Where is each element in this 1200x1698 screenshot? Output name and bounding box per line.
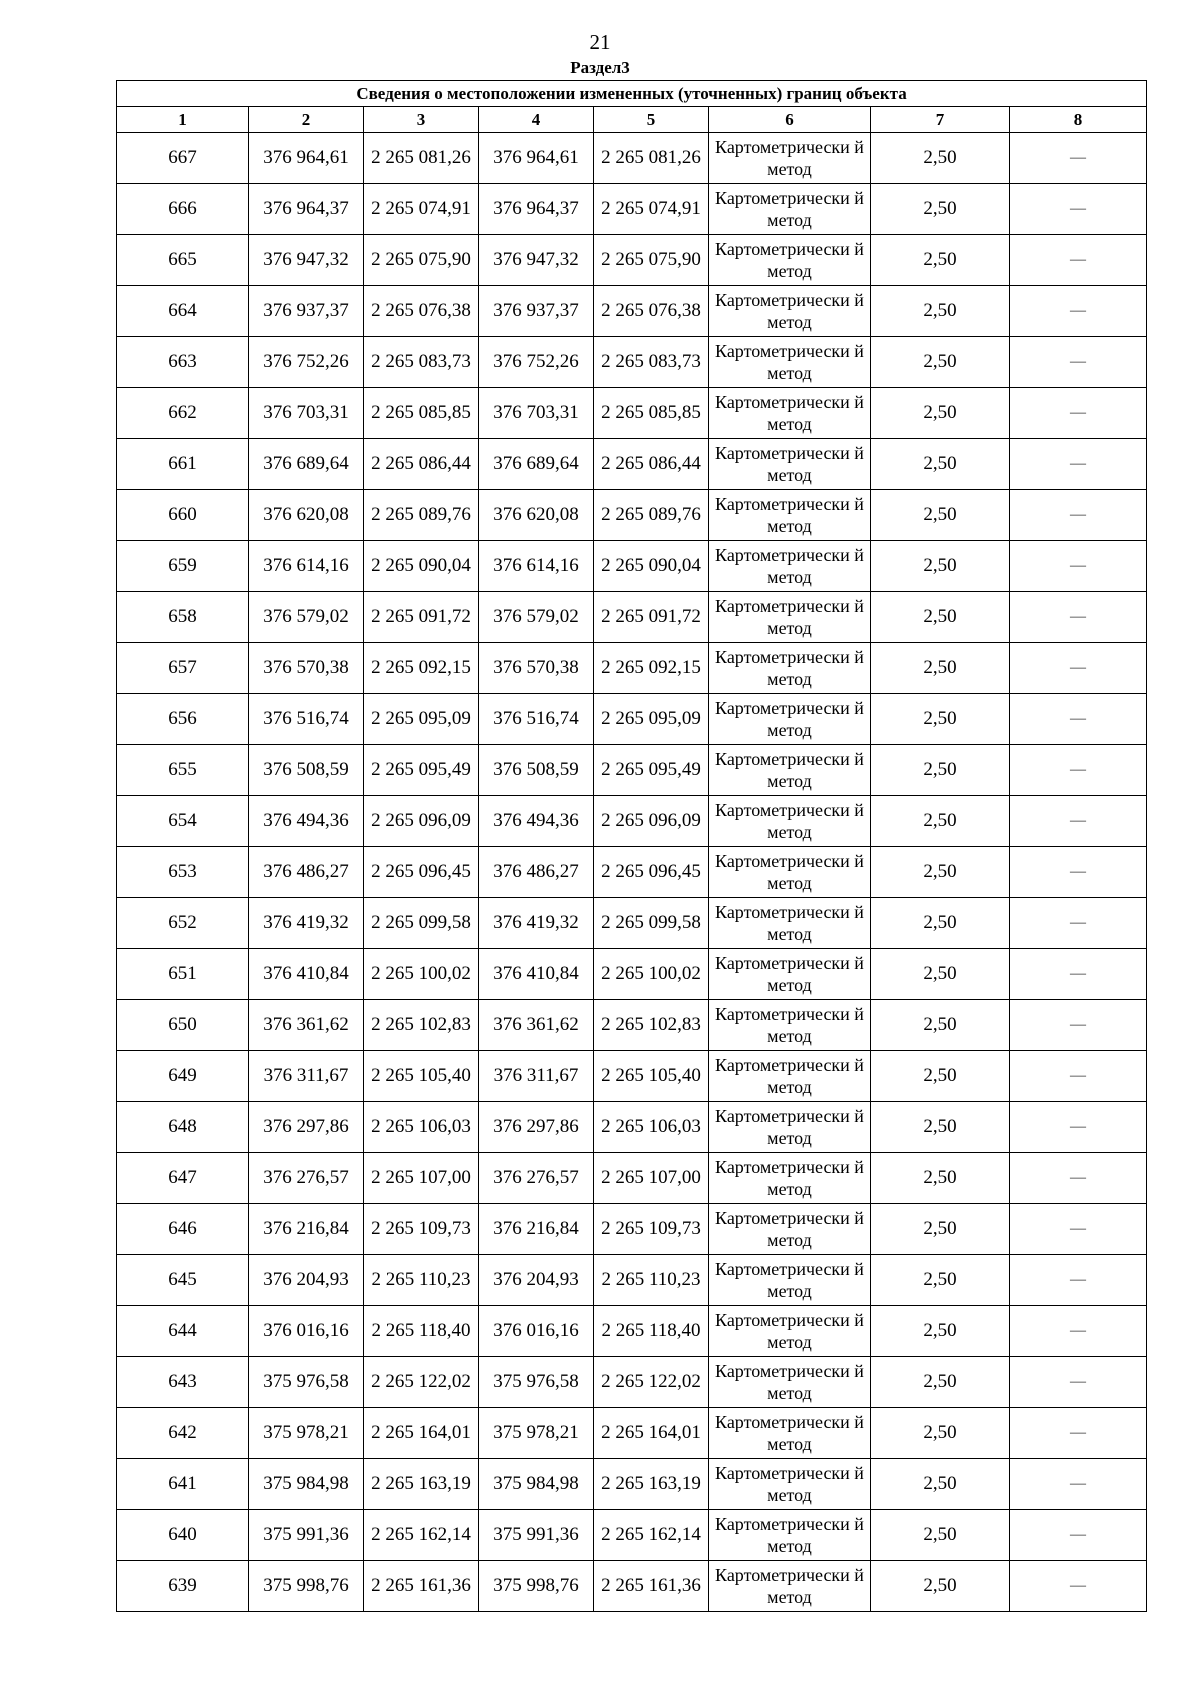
description-cell: — <box>1010 133 1147 184</box>
y-existing-cell: 2 265 118,40 <box>364 1306 479 1357</box>
method-cell: Картометрически й метод <box>709 184 871 235</box>
method-cell: Картометрически й метод <box>709 286 871 337</box>
method-cell: Картометрически й метод <box>709 490 871 541</box>
x-existing-cell: 376 419,32 <box>249 898 364 949</box>
column-number-row <box>117 107 1147 133</box>
description-cell: — <box>1010 541 1147 592</box>
y-existing-cell: 2 265 100,02 <box>364 949 479 1000</box>
column-number: 3 <box>364 107 479 133</box>
column-number: 6 <box>709 107 871 133</box>
x-new-cell: 375 984,98 <box>479 1459 594 1510</box>
method-cell: Картометрически й метод <box>709 1408 871 1459</box>
accuracy-cell: 2,50 <box>871 184 1010 235</box>
table-row <box>117 694 1147 745</box>
x-existing-cell: 375 978,21 <box>249 1408 364 1459</box>
x-new-cell: 376 689,64 <box>479 439 594 490</box>
x-existing-cell: 376 614,16 <box>249 541 364 592</box>
point-number-cell: 656 <box>117 694 249 745</box>
point-number-cell: 662 <box>117 388 249 439</box>
accuracy-cell: 2,50 <box>871 1357 1010 1408</box>
description-cell: — <box>1010 337 1147 388</box>
x-new-cell: 376 937,37 <box>479 286 594 337</box>
y-existing-cell: 2 265 090,04 <box>364 541 479 592</box>
description-cell: — <box>1010 1459 1147 1510</box>
description-cell: — <box>1010 439 1147 490</box>
table-row <box>117 235 1147 286</box>
method-cell: Картометрически й метод <box>709 796 871 847</box>
x-existing-cell: 376 494,36 <box>249 796 364 847</box>
x-new-cell: 376 947,32 <box>479 235 594 286</box>
y-existing-cell: 2 265 110,23 <box>364 1255 479 1306</box>
point-number-cell: 647 <box>117 1153 249 1204</box>
x-new-cell: 376 016,16 <box>479 1306 594 1357</box>
y-existing-cell: 2 265 096,45 <box>364 847 479 898</box>
table-row <box>117 1000 1147 1051</box>
x-existing-cell: 376 947,32 <box>249 235 364 286</box>
x-existing-cell: 376 752,26 <box>249 337 364 388</box>
point-number-cell: 655 <box>117 745 249 796</box>
point-number-cell: 657 <box>117 643 249 694</box>
x-existing-cell: 376 410,84 <box>249 949 364 1000</box>
point-number-cell: 667 <box>117 133 249 184</box>
y-new-cell: 2 265 099,58 <box>594 898 709 949</box>
method-cell: Картометрически й метод <box>709 1510 871 1561</box>
x-new-cell: 376 752,26 <box>479 337 594 388</box>
x-new-cell: 376 516,74 <box>479 694 594 745</box>
y-existing-cell: 2 265 089,76 <box>364 490 479 541</box>
table-row <box>117 541 1147 592</box>
x-existing-cell: 376 216,84 <box>249 1204 364 1255</box>
point-number-cell: 641 <box>117 1459 249 1510</box>
x-new-cell: 375 991,36 <box>479 1510 594 1561</box>
point-number-cell: 659 <box>117 541 249 592</box>
point-number-cell: 644 <box>117 1306 249 1357</box>
accuracy-cell: 2,50 <box>871 1051 1010 1102</box>
method-cell: Картометрически й метод <box>709 592 871 643</box>
y-new-cell: 2 265 163,19 <box>594 1459 709 1510</box>
accuracy-cell: 2,50 <box>871 1204 1010 1255</box>
point-number-cell: 664 <box>117 286 249 337</box>
y-new-cell: 2 265 102,83 <box>594 1000 709 1051</box>
y-existing-cell: 2 265 081,26 <box>364 133 479 184</box>
method-cell: Картометрически й метод <box>709 1153 871 1204</box>
method-cell: Картометрически й метод <box>709 1204 871 1255</box>
y-new-cell: 2 265 085,85 <box>594 388 709 439</box>
point-number-cell: 653 <box>117 847 249 898</box>
x-existing-cell: 376 508,59 <box>249 745 364 796</box>
x-new-cell: 376 964,37 <box>479 184 594 235</box>
x-existing-cell: 376 276,57 <box>249 1153 364 1204</box>
y-existing-cell: 2 265 095,09 <box>364 694 479 745</box>
accuracy-cell: 2,50 <box>871 1000 1010 1051</box>
method-cell: Картометрически й метод <box>709 1255 871 1306</box>
description-cell: — <box>1010 847 1147 898</box>
y-new-cell: 2 265 074,91 <box>594 184 709 235</box>
method-cell: Картометрически й метод <box>709 388 871 439</box>
y-existing-cell: 2 265 096,09 <box>364 796 479 847</box>
y-new-cell: 2 265 107,00 <box>594 1153 709 1204</box>
method-cell: Картометрически й метод <box>709 1102 871 1153</box>
page-number: 21 <box>589 30 611 54</box>
accuracy-cell: 2,50 <box>871 1510 1010 1561</box>
coordinates-table <box>116 80 1147 1612</box>
accuracy-cell: 2,50 <box>871 745 1010 796</box>
description-cell: — <box>1010 1204 1147 1255</box>
description-cell: — <box>1010 796 1147 847</box>
description-cell: — <box>1010 490 1147 541</box>
x-existing-cell: 376 361,62 <box>249 1000 364 1051</box>
description-cell: — <box>1010 1255 1147 1306</box>
column-number: 8 <box>1010 107 1147 133</box>
y-new-cell: 2 265 118,40 <box>594 1306 709 1357</box>
x-new-cell: 376 204,93 <box>479 1255 594 1306</box>
y-existing-cell: 2 265 109,73 <box>364 1204 479 1255</box>
y-existing-cell: 2 265 161,36 <box>364 1561 479 1612</box>
x-new-cell: 376 361,62 <box>479 1000 594 1051</box>
y-existing-cell: 2 265 102,83 <box>364 1000 479 1051</box>
y-new-cell: 2 265 162,14 <box>594 1510 709 1561</box>
table-body <box>117 133 1147 1612</box>
y-new-cell: 2 265 096,45 <box>594 847 709 898</box>
table-row <box>117 949 1147 1000</box>
table-row <box>117 745 1147 796</box>
y-existing-cell: 2 265 095,49 <box>364 745 479 796</box>
point-number-cell: 663 <box>117 337 249 388</box>
description-cell: — <box>1010 1153 1147 1204</box>
point-number-cell: 651 <box>117 949 249 1000</box>
accuracy-cell: 2,50 <box>871 1561 1010 1612</box>
y-new-cell: 2 265 096,09 <box>594 796 709 847</box>
point-number-cell: 654 <box>117 796 249 847</box>
table-row <box>117 286 1147 337</box>
table-row <box>117 898 1147 949</box>
method-cell: Картометрически й метод <box>709 847 871 898</box>
x-existing-cell: 375 984,98 <box>249 1459 364 1510</box>
y-existing-cell: 2 265 076,38 <box>364 286 479 337</box>
y-new-cell: 2 265 110,23 <box>594 1255 709 1306</box>
accuracy-cell: 2,50 <box>871 1153 1010 1204</box>
x-existing-cell: 376 486,27 <box>249 847 364 898</box>
point-number-cell: 646 <box>117 1204 249 1255</box>
y-existing-cell: 2 265 163,19 <box>364 1459 479 1510</box>
x-new-cell: 376 964,61 <box>479 133 594 184</box>
column-number: 2 <box>249 107 364 133</box>
description-cell: — <box>1010 1408 1147 1459</box>
method-cell: Картометрически й метод <box>709 1000 871 1051</box>
table-row <box>117 643 1147 694</box>
point-number-cell: 642 <box>117 1408 249 1459</box>
method-cell: Картометрически й метод <box>709 541 871 592</box>
description-cell: — <box>1010 592 1147 643</box>
y-new-cell: 2 265 122,02 <box>594 1357 709 1408</box>
method-cell: Картометрически й метод <box>709 235 871 286</box>
y-existing-cell: 2 265 083,73 <box>364 337 479 388</box>
x-new-cell: 376 297,86 <box>479 1102 594 1153</box>
table-row <box>117 1255 1147 1306</box>
table-row <box>117 1306 1147 1357</box>
point-number-cell: 652 <box>117 898 249 949</box>
y-new-cell: 2 265 109,73 <box>594 1204 709 1255</box>
table-caption: Сведения о местоположении измененных (уточненных) границ объекта <box>117 81 1147 107</box>
y-new-cell: 2 265 106,03 <box>594 1102 709 1153</box>
method-cell: Картометрически й метод <box>709 1357 871 1408</box>
x-new-cell: 376 311,67 <box>479 1051 594 1102</box>
table-row <box>117 592 1147 643</box>
point-number-cell: 666 <box>117 184 249 235</box>
x-new-cell: 376 276,57 <box>479 1153 594 1204</box>
description-cell: — <box>1010 184 1147 235</box>
point-number-cell: 640 <box>117 1510 249 1561</box>
description-cell: — <box>1010 388 1147 439</box>
x-existing-cell: 376 311,67 <box>249 1051 364 1102</box>
method-cell: Картометрически й метод <box>709 694 871 745</box>
table-row <box>117 490 1147 541</box>
y-new-cell: 2 265 076,38 <box>594 286 709 337</box>
accuracy-cell: 2,50 <box>871 898 1010 949</box>
description-cell: — <box>1010 898 1147 949</box>
x-existing-cell: 375 991,36 <box>249 1510 364 1561</box>
x-new-cell: 376 579,02 <box>479 592 594 643</box>
description-cell: — <box>1010 949 1147 1000</box>
x-new-cell: 375 976,58 <box>479 1357 594 1408</box>
x-existing-cell: 376 516,74 <box>249 694 364 745</box>
table-row <box>117 439 1147 490</box>
accuracy-cell: 2,50 <box>871 1306 1010 1357</box>
accuracy-cell: 2,50 <box>871 694 1010 745</box>
table-row <box>117 847 1147 898</box>
x-existing-cell: 376 620,08 <box>249 490 364 541</box>
accuracy-cell: 2,50 <box>871 388 1010 439</box>
method-cell: Картометрически й метод <box>709 439 871 490</box>
table-row <box>117 796 1147 847</box>
table-row <box>117 1408 1147 1459</box>
x-existing-cell: 376 689,64 <box>249 439 364 490</box>
description-cell: — <box>1010 1357 1147 1408</box>
x-new-cell: 375 998,76 <box>479 1561 594 1612</box>
description-cell: — <box>1010 694 1147 745</box>
description-cell: — <box>1010 1102 1147 1153</box>
point-number-cell: 661 <box>117 439 249 490</box>
x-new-cell: 376 570,38 <box>479 643 594 694</box>
point-number-cell: 658 <box>117 592 249 643</box>
description-cell: — <box>1010 1561 1147 1612</box>
y-existing-cell: 2 265 106,03 <box>364 1102 479 1153</box>
method-cell: Картометрически й метод <box>709 949 871 1000</box>
table-row <box>117 337 1147 388</box>
column-number: 4 <box>479 107 594 133</box>
point-number-cell: 660 <box>117 490 249 541</box>
method-cell: Картометрически й метод <box>709 1306 871 1357</box>
y-existing-cell: 2 265 099,58 <box>364 898 479 949</box>
y-existing-cell: 2 265 075,90 <box>364 235 479 286</box>
table-row <box>117 1510 1147 1561</box>
accuracy-cell: 2,50 <box>871 286 1010 337</box>
x-existing-cell: 376 016,16 <box>249 1306 364 1357</box>
table-row <box>117 1153 1147 1204</box>
accuracy-cell: 2,50 <box>871 949 1010 1000</box>
y-existing-cell: 2 265 122,02 <box>364 1357 479 1408</box>
y-existing-cell: 2 265 085,85 <box>364 388 479 439</box>
x-existing-cell: 376 964,61 <box>249 133 364 184</box>
column-number: 1 <box>117 107 249 133</box>
accuracy-cell: 2,50 <box>871 337 1010 388</box>
description-cell: — <box>1010 286 1147 337</box>
x-new-cell: 376 419,32 <box>479 898 594 949</box>
description-cell: — <box>1010 745 1147 796</box>
accuracy-cell: 2,50 <box>871 541 1010 592</box>
description-cell: — <box>1010 643 1147 694</box>
y-existing-cell: 2 265 107,00 <box>364 1153 479 1204</box>
y-new-cell: 2 265 092,15 <box>594 643 709 694</box>
accuracy-cell: 2,50 <box>871 1255 1010 1306</box>
y-existing-cell: 2 265 074,91 <box>364 184 479 235</box>
table-row <box>117 1561 1147 1612</box>
y-new-cell: 2 265 075,90 <box>594 235 709 286</box>
point-number-cell: 649 <box>117 1051 249 1102</box>
y-new-cell: 2 265 081,26 <box>594 133 709 184</box>
description-cell: — <box>1010 1000 1147 1051</box>
x-existing-cell: 375 998,76 <box>249 1561 364 1612</box>
table-row <box>117 184 1147 235</box>
point-number-cell: 665 <box>117 235 249 286</box>
method-cell: Картометрически й метод <box>709 133 871 184</box>
table-row <box>117 1051 1147 1102</box>
description-cell: — <box>1010 235 1147 286</box>
x-existing-cell: 376 964,37 <box>249 184 364 235</box>
y-new-cell: 2 265 086,44 <box>594 439 709 490</box>
point-number-cell: 648 <box>117 1102 249 1153</box>
y-existing-cell: 2 265 091,72 <box>364 592 479 643</box>
x-existing-cell: 376 297,86 <box>249 1102 364 1153</box>
y-new-cell: 2 265 083,73 <box>594 337 709 388</box>
x-new-cell: 376 508,59 <box>479 745 594 796</box>
description-cell: — <box>1010 1510 1147 1561</box>
accuracy-cell: 2,50 <box>871 643 1010 694</box>
table-row <box>117 388 1147 439</box>
y-new-cell: 2 265 090,04 <box>594 541 709 592</box>
x-new-cell: 376 703,31 <box>479 388 594 439</box>
table-row <box>117 1102 1147 1153</box>
x-existing-cell: 375 976,58 <box>249 1357 364 1408</box>
accuracy-cell: 2,50 <box>871 439 1010 490</box>
accuracy-cell: 2,50 <box>871 796 1010 847</box>
y-existing-cell: 2 265 105,40 <box>364 1051 479 1102</box>
x-new-cell: 376 614,16 <box>479 541 594 592</box>
x-existing-cell: 376 570,38 <box>249 643 364 694</box>
description-cell: — <box>1010 1306 1147 1357</box>
x-existing-cell: 376 204,93 <box>249 1255 364 1306</box>
method-cell: Картометрически й метод <box>709 1459 871 1510</box>
accuracy-cell: 2,50 <box>871 1102 1010 1153</box>
y-new-cell: 2 265 105,40 <box>594 1051 709 1102</box>
x-new-cell: 376 620,08 <box>479 490 594 541</box>
table-row <box>117 1357 1147 1408</box>
y-new-cell: 2 265 095,49 <box>594 745 709 796</box>
method-cell: Картометрически й метод <box>709 745 871 796</box>
y-new-cell: 2 265 095,09 <box>594 694 709 745</box>
x-new-cell: 376 410,84 <box>479 949 594 1000</box>
x-new-cell: 375 978,21 <box>479 1408 594 1459</box>
y-new-cell: 2 265 091,72 <box>594 592 709 643</box>
accuracy-cell: 2,50 <box>871 592 1010 643</box>
method-cell: Картометрически й метод <box>709 1051 871 1102</box>
x-existing-cell: 376 937,37 <box>249 286 364 337</box>
description-cell: — <box>1010 1051 1147 1102</box>
method-cell: Картометрически й метод <box>709 337 871 388</box>
method-cell: Картометрически й метод <box>709 898 871 949</box>
x-existing-cell: 376 579,02 <box>249 592 364 643</box>
column-number: 5 <box>594 107 709 133</box>
table-row <box>117 133 1147 184</box>
column-number: 7 <box>871 107 1010 133</box>
point-number-cell: 639 <box>117 1561 249 1612</box>
y-existing-cell: 2 265 086,44 <box>364 439 479 490</box>
y-existing-cell: 2 265 092,15 <box>364 643 479 694</box>
x-existing-cell: 376 703,31 <box>249 388 364 439</box>
point-number-cell: 645 <box>117 1255 249 1306</box>
accuracy-cell: 2,50 <box>871 847 1010 898</box>
method-cell: Картометрически й метод <box>709 1561 871 1612</box>
y-existing-cell: 2 265 162,14 <box>364 1510 479 1561</box>
accuracy-cell: 2,50 <box>871 235 1010 286</box>
table-row <box>117 1204 1147 1255</box>
y-new-cell: 2 265 100,02 <box>594 949 709 1000</box>
y-new-cell: 2 265 164,01 <box>594 1408 709 1459</box>
accuracy-cell: 2,50 <box>871 490 1010 541</box>
x-new-cell: 376 216,84 <box>479 1204 594 1255</box>
accuracy-cell: 2,50 <box>871 1408 1010 1459</box>
y-new-cell: 2 265 089,76 <box>594 490 709 541</box>
y-new-cell: 2 265 161,36 <box>594 1561 709 1612</box>
table-row <box>117 1459 1147 1510</box>
x-new-cell: 376 486,27 <box>479 847 594 898</box>
accuracy-cell: 2,50 <box>871 1459 1010 1510</box>
point-number-cell: 643 <box>117 1357 249 1408</box>
x-new-cell: 376 494,36 <box>479 796 594 847</box>
point-number-cell: 650 <box>117 1000 249 1051</box>
section-title: Раздел3 <box>570 58 630 77</box>
y-existing-cell: 2 265 164,01 <box>364 1408 479 1459</box>
method-cell: Картометрически й метод <box>709 643 871 694</box>
accuracy-cell: 2,50 <box>871 133 1010 184</box>
